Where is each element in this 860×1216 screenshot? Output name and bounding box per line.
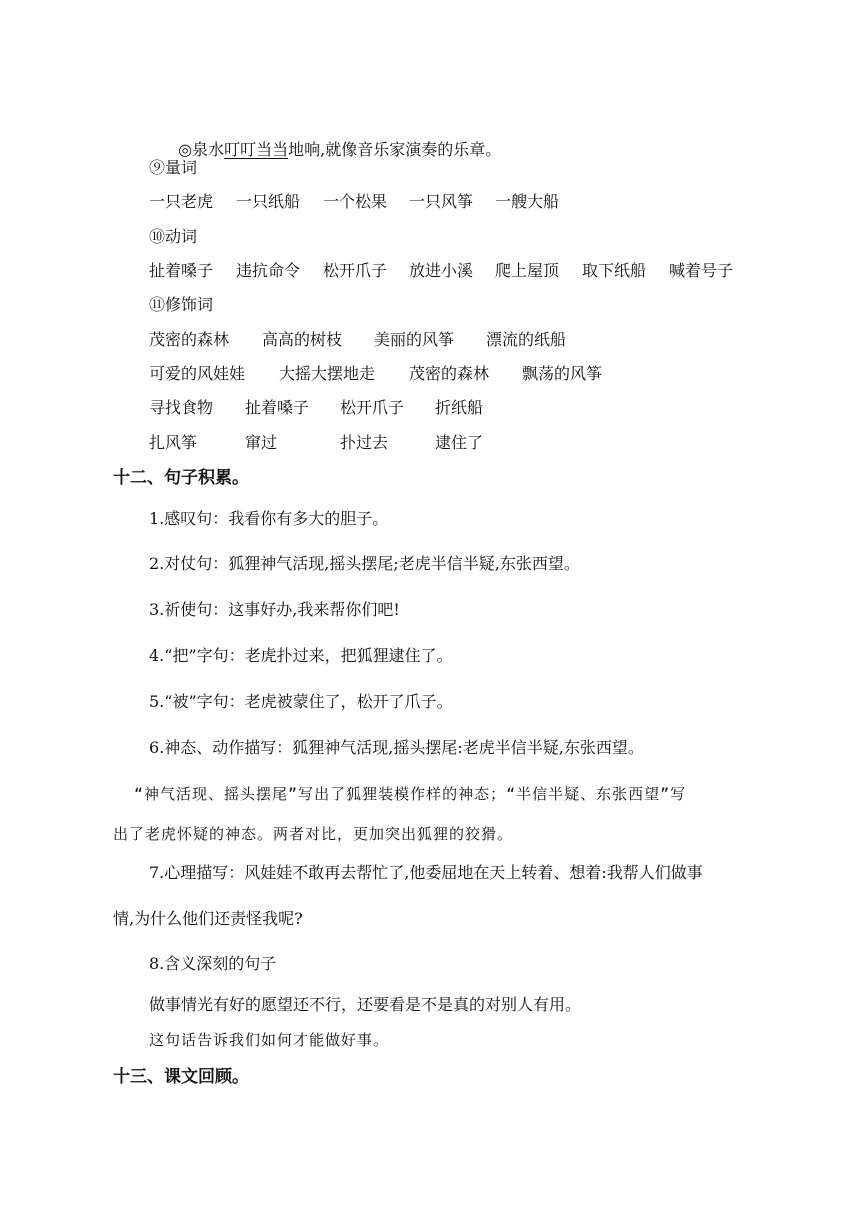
modifier-item: 可爱的风娃娃 bbox=[149, 364, 246, 383]
description-note-line1: “神气活现、摇头摆尾”写出了狐狸装模作样的神态；“半信半疑、东张西望”写 bbox=[134, 785, 687, 803]
description-note-line2: 出了老虎怀疑的神态。两者对比，更加突出狐狸的狡猾。 bbox=[113, 825, 514, 843]
modifier-item: 高高的树枝 bbox=[262, 330, 343, 349]
modifier-item: 扑过去 bbox=[340, 433, 389, 452]
sentence-description: 6.神态、动作描写：狐狸神气活现,摇头摆尾:老虎半信半疑,东张西望。 bbox=[149, 738, 644, 757]
measure-word: 一只纸船 bbox=[236, 192, 301, 211]
verb-item: 爬上屋顶 bbox=[495, 261, 560, 280]
sentence-exclamatory: 1.感叹句：我看你有多大的胆子。 bbox=[149, 509, 389, 528]
verb-item: 取下纸船 bbox=[582, 261, 647, 280]
section-12-title: 十二、句子积累。 bbox=[113, 468, 249, 488]
verb-item: 松开爪子 bbox=[323, 261, 388, 280]
modifier-item: 扎风筝 bbox=[149, 433, 198, 452]
modifier-item: 松开爪子 bbox=[340, 398, 405, 417]
verb-item: 喊着号子 bbox=[669, 261, 734, 280]
modifier-heading: ⑪修饰词 bbox=[149, 295, 214, 314]
intro-marker: ◎泉水 bbox=[178, 140, 225, 159]
modifier-item: 寻找食物 bbox=[149, 398, 214, 417]
verb-heading: ⑩动词 bbox=[149, 227, 198, 246]
sentence-parallel: 2.对仗句：狐狸神气活现,摇头摆尾;老虎半信半疑,东张西望。 bbox=[149, 554, 580, 573]
modifier-item: 折纸船 bbox=[435, 398, 484, 417]
modifier-item: 逮住了 bbox=[435, 433, 484, 452]
measure-word: 一个松果 bbox=[323, 192, 388, 211]
measure-word: 一艘大船 bbox=[495, 192, 560, 211]
sentence-psychological-line2: 情,为什么他们还责怪我呢? bbox=[113, 909, 303, 928]
verb-item: 放进小溪 bbox=[409, 261, 474, 280]
modifier-item: 窜过 bbox=[245, 433, 278, 452]
sentence-psychological-line1: 7.心理描写：风娃娃不敢再去帮忙了,他委屈地在天上转着、想着:我帮人们做事 bbox=[149, 863, 703, 882]
verb-item: 违抗命令 bbox=[236, 261, 301, 280]
sentence-ba: 4.“把”字句：老虎扑过来，把狐狸逮住了。 bbox=[149, 646, 453, 665]
intro-rest: 地响,就像音乐家演奏的乐章。 bbox=[288, 140, 502, 159]
sentence-imperative: 3.祈使句：这事好办,我来帮你们吧! bbox=[149, 600, 400, 619]
profound-quote: 做事情光有好的愿望还不行，还要看是不是真的对别人有用。 bbox=[149, 995, 582, 1014]
modifier-item: 漂流的纸船 bbox=[486, 330, 567, 349]
section-13-title: 十三、课文回顾。 bbox=[113, 1067, 249, 1087]
modifier-item: 飘荡的风筝 bbox=[522, 364, 603, 383]
intro-underlined-word: 叮叮当当 bbox=[224, 140, 289, 159]
modifier-item: 茂密的森林 bbox=[409, 364, 490, 383]
measure-word: 一只风筝 bbox=[409, 192, 474, 211]
modifier-item: 大摇大摆地走 bbox=[279, 364, 376, 383]
intro-sentence bbox=[168, 117, 501, 161]
verb-item: 扯着嗓子 bbox=[149, 261, 214, 280]
sentence-bei: 5.“被”字句：老虎被蒙住了，松开了爪子。 bbox=[149, 692, 453, 711]
modifier-item: 美丽的风筝 bbox=[374, 330, 455, 349]
sentence-profound-heading: 8.含义深刻的句子 bbox=[149, 954, 277, 973]
measure-word: 一只老虎 bbox=[149, 192, 214, 211]
modifier-item: 茂密的森林 bbox=[149, 330, 230, 349]
measure-heading: ⑨量词 bbox=[149, 158, 198, 177]
modifier-item: 扯着嗓子 bbox=[245, 398, 310, 417]
profound-note: 这句话告诉我们如何才能做好事。 bbox=[149, 1031, 390, 1049]
